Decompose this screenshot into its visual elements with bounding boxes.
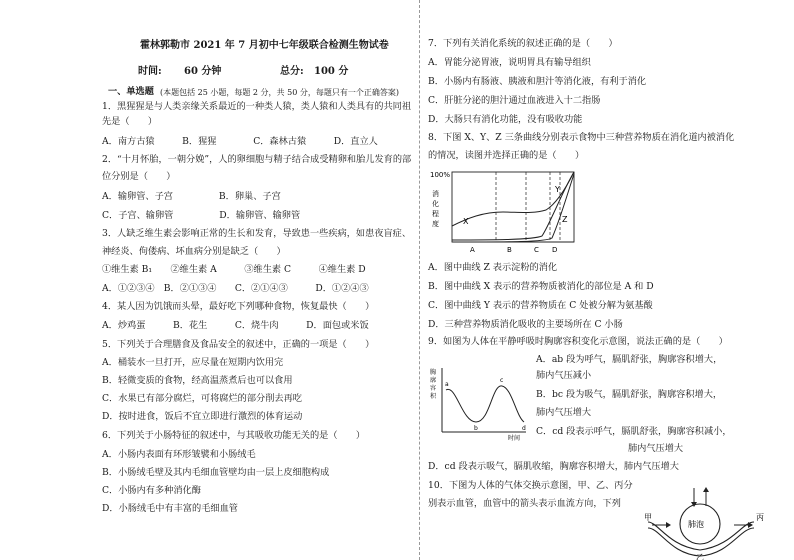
figure9-volume-curve xyxy=(446,386,524,422)
option-line: B．图中曲线 X 表示的营养物质被消化的部位是 A 和 D xyxy=(428,281,654,292)
score-label: 总分: xyxy=(280,66,304,77)
option-line: A．桶装水一旦打开，应尽量在短期内饮用完 xyxy=(102,357,284,368)
option-line: D．按时进食，饭后不宜立即进行激烈的体育运动 xyxy=(102,411,303,422)
option-line: ①维生素 B₁ ②维生素 A ③维生素 C ④维生素 D xyxy=(102,264,366,275)
figure9-y-axis-label-char: 廓 xyxy=(430,377,437,384)
question-line: 别表示血管，血管中的箭头表示血流方向，下列 xyxy=(428,498,621,509)
option-line: A．图中曲线 Z 表示淀粉的消化 xyxy=(428,262,558,273)
question-line: 6．下列关于小肠特征的叙述中，与其吸收功能无关的是（ ） xyxy=(102,430,366,441)
option-line: B．小肠绒毛壁及其内毛细血管壁均由一层上皮细胞构成 xyxy=(102,467,330,478)
figure10-arrowhead xyxy=(703,487,709,492)
figure8-y-axis-label-char: 化 xyxy=(432,200,439,208)
question-line: 1．黑猩猩是与人类亲缘关系最近的一种类人猿，类人猿和人类具有的共同祖 xyxy=(102,101,412,112)
option-line: D．三种营养物质消化吸收的主要场所在 C 小肠 xyxy=(428,319,623,330)
figure8-y-axis-label-char: 度 xyxy=(432,220,439,228)
figure10-vessel-label: 乙 xyxy=(696,553,704,560)
figure8-x-label: C xyxy=(534,246,539,254)
figure8-y-axis-label-char: 消 xyxy=(432,190,439,198)
option-line: A．ab 段为呼气，膈肌舒张，胸廓容积增大， xyxy=(536,354,723,365)
figure8-curve-label: X xyxy=(463,217,469,226)
option-line: C．肝脏分泌的胆汁通过血液进入十二指肠 xyxy=(428,95,601,106)
thoracic-volume-figure xyxy=(428,364,530,442)
figure10-vessel-label: 甲 xyxy=(644,513,652,522)
question-line: 2．“十月怀胎，一朝分娩”，人的卵细胞与精子结合成受精卵和胎儿发育的部 xyxy=(102,154,412,165)
section-one-title: 一、单选题 xyxy=(108,86,154,97)
question-line: 的情况，读图并选择正确的是（ ） xyxy=(428,150,585,161)
question-line: 先是（ ） xyxy=(102,116,158,127)
figure8-x-label: A xyxy=(470,246,475,254)
column-divider xyxy=(419,0,420,560)
question-line: 8．下图 X、Y、Z 三条曲线分别表示食物中三种营养物质在消化道内被消化 xyxy=(428,132,735,143)
option-line: C．水果已有部分腐烂，可将腐烂的部分削去再吃 xyxy=(102,393,302,404)
option-line: 肺内气压增大 xyxy=(536,407,592,418)
figure8-curve-label: Z xyxy=(562,215,568,224)
option-line: A．南方古猿 B．猩猩 C．森林古猿 D．直立人 xyxy=(102,136,378,147)
time-label: 时间: xyxy=(138,66,162,77)
figure9-point-label: b xyxy=(474,425,478,432)
figure8-curve-x xyxy=(452,172,574,226)
option-line: B．轻微变质的食物，经高温蒸煮后也可以食用 xyxy=(102,375,293,386)
option-line: D．小肠绒毛中有丰富的毛细血管 xyxy=(102,503,238,514)
section-one-note: (本题包括 25 小题，每题 2 分，共 50 分，每题只有一个正确答案) xyxy=(160,88,399,97)
figure9-point-label: a xyxy=(445,381,449,388)
figure8-curve-label: Y xyxy=(555,185,560,194)
figure8-x-label: B xyxy=(507,246,512,254)
option-line: D．大肠只有消化功能，没有吸收功能 xyxy=(428,114,583,125)
option-line: C．图中曲线 Y 表示的营养物质在 C 处被分解为氨基酸 xyxy=(428,300,653,311)
option-line: A．炒鸡蛋 B．花生 C．烧牛肉 D．面包或米饭 xyxy=(102,320,369,331)
question-line: 5．下列关于合理膳食及食品安全的叙述中，正确的一项是（ ） xyxy=(102,339,375,350)
figure8-plot-frame xyxy=(452,172,574,242)
option-line: C．子宫、输卵管 D．输卵管、输卵管 xyxy=(102,210,301,221)
question-line: 7．下列有关消化系统的叙述正确的是（ ） xyxy=(428,38,618,49)
option-line: D．cd 段表示吸气，膈肌收缩，胸廓容积增大，肺内气压增大 xyxy=(428,461,679,472)
option-line: B．小肠内有肠液、胰液和胆汁等消化液，有利于消化 xyxy=(428,76,647,87)
figure8-x-label: D xyxy=(552,246,558,254)
figure10-alveolus-label: 肺泡 xyxy=(688,520,704,529)
time-value: 60 分钟 xyxy=(184,66,222,77)
option-line: C．小肠内有多种消化酶 xyxy=(102,485,201,496)
digestion-curve-figure xyxy=(428,168,588,258)
figure8-y-axis-label-char: 程 xyxy=(432,210,439,218)
gas-exchange-figure xyxy=(638,484,788,560)
score-value: 100 分 xyxy=(314,66,349,77)
figure9-y-axis-label-char: 容 xyxy=(430,385,437,392)
option-line: A．小肠内表面有环形皱襞和小肠绒毛 xyxy=(102,449,256,460)
option-line: A．输卵管、子宫 B．卵巢、子宫 xyxy=(102,191,281,202)
question-line: 位分别是（ ） xyxy=(102,171,176,182)
figure9-x-axis-label: 时间 xyxy=(508,435,521,442)
figure9-point-label: c xyxy=(500,377,504,384)
option-line: C．cd 段表示呼气，膈肌舒张，胸廓容积减小， xyxy=(536,426,732,437)
option-line: 肺内气压减小 xyxy=(536,370,592,381)
figure8-y-top-label: 100% xyxy=(430,171,451,179)
figure9-point-label: d xyxy=(522,425,526,432)
option-line: 肺内气压增大 xyxy=(628,443,684,454)
figure9-y-axis-label-char: 胸 xyxy=(430,369,437,376)
question-line: 10．下图为人体的气体交换示意图，甲、乙、丙分 xyxy=(428,480,633,491)
exam-title: 霍林郭勒市 2021 年 7 月初中七年级联合检测生物试卷 xyxy=(140,40,389,51)
option-line: A．①②③④ B．②①③④ C．②①④③ D．①②④③ xyxy=(102,283,369,294)
question-line: 4．某人因为饥饿而头晕，最好吃下列哪种食物，恢复最快（ ） xyxy=(102,301,375,312)
option-line: B．bc 段为吸气，膈肌舒张，胸廓容积增大， xyxy=(536,389,723,400)
figure10-arrowhead xyxy=(666,522,671,528)
question-line: 9．如图为人体在平静呼吸时胸廓容积变化示意图，说法正确的是（ ） xyxy=(428,336,728,347)
option-line: A．胃能分泌胃液，说明胃具有输导组织 xyxy=(428,57,591,68)
question-line: 3．人缺乏维生素会影响正常的生长和发育，导致患一些疾病，如患夜盲症、 xyxy=(102,228,412,239)
figure10-vessel-label: 丙 xyxy=(756,513,764,522)
question-line: 神经炎、佝偻病、坏血病分别是缺乏（ ） xyxy=(102,246,286,257)
figure9-y-axis-label-char: 积 xyxy=(430,393,437,400)
